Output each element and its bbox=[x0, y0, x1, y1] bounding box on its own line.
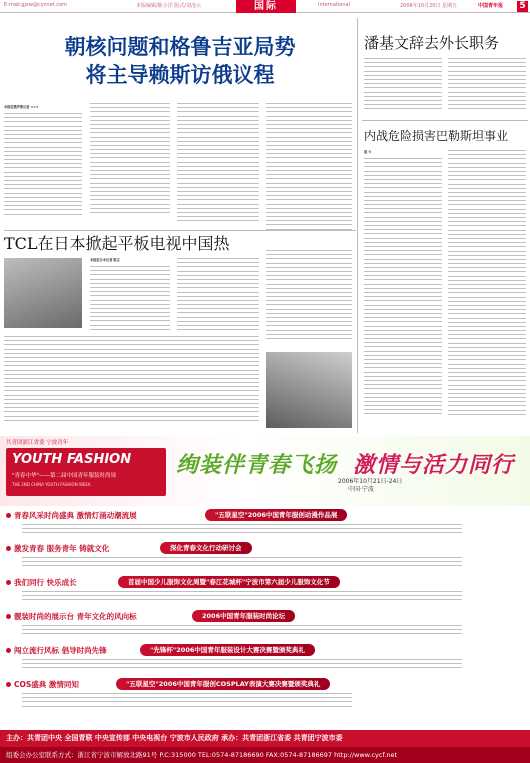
ad-date: 2006年10月21日-24日 bbox=[338, 478, 403, 485]
logo-title: YOUTH FASHION bbox=[12, 452, 132, 467]
main-headline-line2: 将主导赖斯访俄议程 bbox=[85, 62, 275, 87]
ad-section-5-title: 闯立流行风标 倡导时尚先锋 bbox=[14, 646, 107, 655]
bullet-icon bbox=[6, 682, 11, 687]
ad-section-4-title: 靓装时尚的展示台 青年文化的风向标 bbox=[14, 612, 137, 621]
main-body-col4 bbox=[266, 103, 352, 243]
slogan-part-a: 绚装伴青春飞扬 bbox=[176, 452, 338, 478]
ad-section-1-text bbox=[22, 524, 462, 540]
section-badge: 国际 bbox=[236, 0, 296, 13]
analysis-byline: 晨 卡 bbox=[364, 150, 372, 154]
main-body-col1 bbox=[4, 113, 82, 223]
ad-section-1-pill: "五联星空"2006中国青年服创动漫作品展 bbox=[205, 509, 347, 521]
ad-section-1-title: 青春风采时尚盛典 激情灯涌动潮流展 bbox=[14, 511, 137, 520]
analysis-headline: 内战危险损害巴勒斯坦事业 bbox=[364, 129, 509, 143]
column-rule-right bbox=[357, 18, 358, 433]
main-body-col2 bbox=[90, 103, 170, 223]
ad-section-6-text bbox=[22, 693, 352, 713]
ad-section-4-pill: 2006中国青年服装时尚论坛 bbox=[192, 610, 295, 622]
ad-section-2-title: 激发青春 服务青年 铸就文化 bbox=[14, 544, 110, 553]
logo-english: THE 2ND CHINA YOUTH FASHION WEEK bbox=[12, 482, 91, 487]
ad-tagline: 共青团浙江省委 宁波青年 bbox=[6, 440, 69, 446]
right-body-col1 bbox=[364, 58, 442, 118]
ad-place: 中国·宁波 bbox=[348, 486, 374, 493]
page-number: 5 bbox=[517, 1, 528, 12]
tcl-body-col2 bbox=[177, 258, 259, 338]
main-body-col3 bbox=[177, 103, 259, 233]
ad-section-6-title: COS盛典 激情同知 bbox=[14, 680, 79, 689]
ad-footer-contact: 组委会办公室联系方式：浙江省宁波市解放北路91号 P.C:315000 TEL:0574-87186690 FAX:0574-87186697 http://www.cycf.net bbox=[0, 747, 530, 763]
tcl-headline: TCL在日本掀起平板电视中国热 bbox=[4, 234, 230, 253]
ad-footer-hosts: 主办：共青团中央 全国青联 中央宣传部 中央电视台 宁波市人民政府 承办：共青团浙江省委 共青团宁波市委 bbox=[0, 730, 530, 747]
header-editor: 本版编辑/陈小洋 版式/刘沧云 bbox=[136, 3, 201, 9]
youth-fashion-logo bbox=[6, 448, 166, 496]
ad-section-3-title: 我们同行 快乐成长 bbox=[14, 578, 77, 587]
ad-section-2-text bbox=[22, 557, 462, 573]
ad-section-3-pill: 首届中国少儿服饰文化周暨"春江花城杯"宁波市第六届少儿服饰文化节 bbox=[118, 576, 340, 588]
ad-section-5-text bbox=[22, 659, 462, 675]
tcl-photo-2 bbox=[266, 352, 352, 428]
ad-section-6-pill: "五联星空"2006中国青年服创COSPLAY表演大赛决赛暨颁奖典礼 bbox=[116, 678, 330, 690]
tcl-body-col3 bbox=[266, 250, 352, 350]
tcl-body-col1 bbox=[90, 266, 170, 336]
right-headline: 潘基文辞去外长职务 bbox=[364, 34, 500, 52]
ad-section-2-pill: 深化青春文化行动研讨会 bbox=[160, 542, 252, 554]
ad-section-3-text bbox=[22, 591, 462, 607]
bullet-icon bbox=[6, 648, 11, 653]
ad-sections bbox=[0, 510, 530, 726]
main-headline-line1: 朝核问题和格鲁吉亚局势 bbox=[64, 34, 296, 59]
bullet-icon bbox=[6, 614, 11, 619]
header-email[interactable]: E-mail:gjxw@cycnet.com bbox=[4, 2, 67, 8]
ad-section-4-text bbox=[22, 625, 462, 641]
bullet-icon bbox=[6, 546, 11, 551]
header-date: 2006年10月20日 星期五 bbox=[400, 3, 458, 9]
logo-subtitle: "青春中华"——第二届中国青年服装时尚周 bbox=[12, 473, 117, 479]
header-brand: 中国青年报 bbox=[478, 3, 504, 9]
main-byline: 本报驻俄罗斯记者 ××× bbox=[4, 105, 39, 109]
rule-under-main bbox=[4, 230, 356, 231]
rule-right bbox=[362, 120, 528, 121]
tcl-body-lower bbox=[4, 336, 259, 428]
header-section-en: International bbox=[318, 2, 350, 8]
bullet-icon bbox=[6, 513, 11, 518]
bullet-icon bbox=[6, 580, 11, 585]
ad-slogan bbox=[176, 448, 514, 479]
tcl-photo bbox=[4, 258, 82, 328]
main-headline bbox=[4, 33, 356, 89]
analysis-body-col1 bbox=[364, 158, 442, 430]
ad-section-5-pill: "先锋杯"2006中国青年服装设计大赛决赛暨颁奖典礼 bbox=[140, 644, 315, 656]
analysis-body-col2 bbox=[448, 150, 526, 430]
right-body-col2 bbox=[448, 58, 526, 118]
tcl-byline: 本报驻日本记者 陈言 bbox=[90, 258, 120, 262]
slogan-part-b: 激情与活力同行 bbox=[353, 452, 515, 478]
